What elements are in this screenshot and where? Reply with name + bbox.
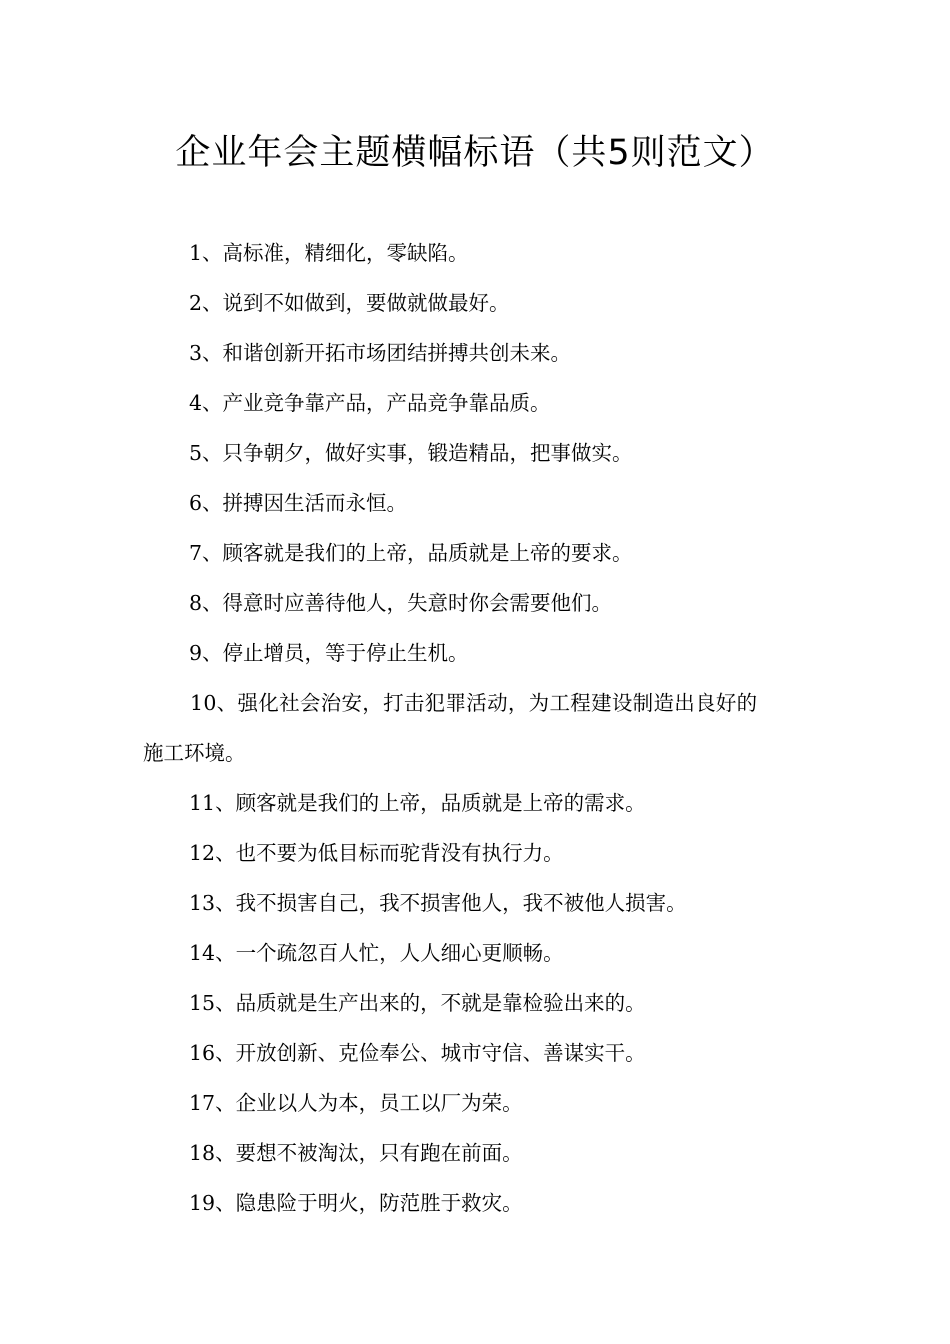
slogan-item-10-continuation: 施工环境。	[143, 741, 246, 765]
document-title: 企业年会主题横幅标语（共5则范文）	[175, 133, 775, 173]
slogan-item-15: 15、品质就是生产出来的，不就是靠检验出来的。	[189, 991, 646, 1015]
slogan-item-7: 7、顾客就是我们的上帝，品质就是上帝的要求。	[189, 541, 633, 565]
slogan-item-13: 13、我不损害自己，我不损害他人，我不被他人损害。	[189, 891, 687, 915]
slogan-item-19: 19、隐患险于明火，防范胜于救灾。	[189, 1191, 523, 1215]
slogan-item-18: 18、要想不被淘汰，只有跑在前面。	[189, 1141, 523, 1165]
slogan-item-10: 10、强化社会治安，打击犯罪活动，为工程建设制造出良好的	[190, 691, 758, 715]
slogan-item-1: 1、高标准，精细化，零缺陷。	[189, 241, 469, 265]
slogan-item-17: 17、企业以人为本，员工以厂为荣。	[189, 1091, 523, 1115]
slogan-item-5: 5、只争朝夕，做好实事，锻造精品，把事做实。	[189, 441, 633, 465]
slogan-item-4: 4、产业竞争靠产品，产品竞争靠品质。	[189, 391, 551, 415]
slogan-item-3: 3、和谐创新开拓市场团结拼搏共创未来。	[189, 341, 572, 365]
slogan-item-6: 6、拼搏因生活而永恒。	[189, 491, 408, 515]
slogan-item-12: 12、也不要为低目标而驼背没有执行力。	[189, 841, 564, 865]
slogan-item-16: 16、开放创新、克俭奉公、城市守信、善谋实干。	[189, 1041, 646, 1065]
slogan-item-2: 2、说到不如做到，要做就做最好。	[189, 291, 510, 315]
slogan-item-11: 11、顾客就是我们的上帝，品质就是上帝的需求。	[189, 791, 646, 815]
slogan-item-9: 9、停止增员，等于停止生机。	[189, 641, 469, 665]
slogan-list	[0, 228, 950, 1228]
slogan-item-8: 8、得意时应善待他人，失意时你会需要他们。	[189, 591, 613, 615]
slogan-item-14: 14、一个疏忽百人忙，人人细心更顺畅。	[189, 941, 564, 965]
